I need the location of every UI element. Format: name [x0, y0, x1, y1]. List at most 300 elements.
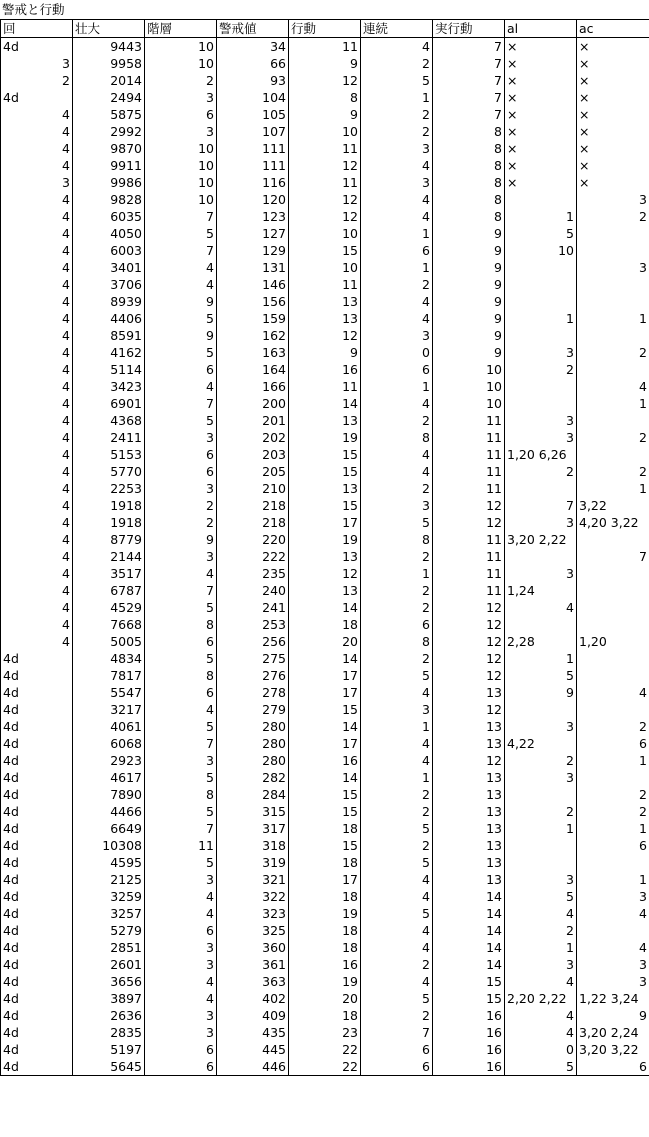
- cell-ac[interactable]: 2: [577, 463, 649, 480]
- cell-al[interactable]: 2: [505, 463, 577, 480]
- cell-kai[interactable]: 4: [1, 191, 73, 208]
- cell-kodo[interactable]: 20: [289, 990, 361, 1007]
- cell-renzoku[interactable]: 8: [361, 531, 433, 548]
- cell-kai[interactable]: 4: [1, 310, 73, 327]
- cell-jikkodo[interactable]: 11: [433, 582, 505, 599]
- cell-kodo[interactable]: 18: [289, 616, 361, 633]
- cell-kaiso[interactable]: 2: [145, 72, 217, 89]
- cell-kodo[interactable]: 12: [289, 72, 361, 89]
- cell-ac[interactable]: 1: [577, 820, 649, 837]
- cell-renzoku[interactable]: 5: [361, 990, 433, 1007]
- cell-renzoku[interactable]: 1: [361, 769, 433, 786]
- cell-keikai[interactable]: 203: [217, 446, 289, 463]
- cell-kai[interactable]: 4: [1, 633, 73, 650]
- cell-jikkodo[interactable]: 9: [433, 293, 505, 310]
- cell-renzoku[interactable]: 1: [361, 378, 433, 395]
- cell-keikai[interactable]: 435: [217, 1024, 289, 1041]
- cell-sodai[interactable]: 3259: [73, 888, 145, 905]
- cell-keikai[interactable]: 317: [217, 820, 289, 837]
- cell-ac[interactable]: ×: [577, 140, 649, 157]
- cell-kaiso[interactable]: 3: [145, 548, 217, 565]
- cell-kai[interactable]: 4d: [1, 888, 73, 905]
- cell-jikkodo[interactable]: 13: [433, 820, 505, 837]
- cell-kodo[interactable]: 14: [289, 599, 361, 616]
- cell-sodai[interactable]: 4162: [73, 344, 145, 361]
- cell-keikai[interactable]: 131: [217, 259, 289, 276]
- cell-kai[interactable]: 4d: [1, 922, 73, 939]
- cell-al[interactable]: 4: [505, 1007, 577, 1024]
- cell-kodo[interactable]: 18: [289, 820, 361, 837]
- cell-renzoku[interactable]: 4: [361, 684, 433, 701]
- cell-keikai[interactable]: 104: [217, 89, 289, 106]
- cell-kodo[interactable]: 11: [289, 174, 361, 191]
- cell-ac[interactable]: 1: [577, 480, 649, 497]
- cell-kaiso[interactable]: 9: [145, 531, 217, 548]
- cell-renzoku[interactable]: 1: [361, 718, 433, 735]
- cell-kaiso[interactable]: 3: [145, 480, 217, 497]
- cell-kai[interactable]: 4: [1, 208, 73, 225]
- cell-kai[interactable]: 4d: [1, 89, 73, 106]
- cell-al[interactable]: [505, 293, 577, 310]
- cell-sodai[interactable]: 2992: [73, 123, 145, 140]
- cell-sodai[interactable]: 4406: [73, 310, 145, 327]
- cell-renzoku[interactable]: 2: [361, 837, 433, 854]
- column-header[interactable]: 行動: [289, 20, 361, 38]
- cell-sodai[interactable]: 5279: [73, 922, 145, 939]
- cell-al[interactable]: 2,28: [505, 633, 577, 650]
- cell-renzoku[interactable]: 5: [361, 820, 433, 837]
- cell-sodai[interactable]: 3217: [73, 701, 145, 718]
- cell-renzoku[interactable]: 2: [361, 55, 433, 72]
- cell-renzoku[interactable]: 2: [361, 803, 433, 820]
- cell-sodai[interactable]: 4529: [73, 599, 145, 616]
- cell-sodai[interactable]: 3423: [73, 378, 145, 395]
- cell-keikai[interactable]: 105: [217, 106, 289, 123]
- cell-renzoku[interactable]: 1: [361, 259, 433, 276]
- cell-jikkodo[interactable]: 12: [433, 497, 505, 514]
- cell-sodai[interactable]: 3257: [73, 905, 145, 922]
- cell-keikai[interactable]: 123: [217, 208, 289, 225]
- cell-kodo[interactable]: 15: [289, 701, 361, 718]
- cell-kodo[interactable]: 10: [289, 123, 361, 140]
- cell-ac[interactable]: ×: [577, 174, 649, 191]
- cell-sodai[interactable]: 2411: [73, 429, 145, 446]
- cell-al[interactable]: ×: [505, 89, 577, 106]
- cell-al[interactable]: [505, 786, 577, 803]
- cell-sodai[interactable]: 2144: [73, 548, 145, 565]
- cell-sodai[interactable]: 2253: [73, 480, 145, 497]
- cell-sodai[interactable]: 4617: [73, 769, 145, 786]
- cell-renzoku[interactable]: 4: [361, 463, 433, 480]
- cell-kodo[interactable]: 15: [289, 497, 361, 514]
- cell-keikai[interactable]: 116: [217, 174, 289, 191]
- cell-al[interactable]: 2: [505, 361, 577, 378]
- cell-kaiso[interactable]: 10: [145, 157, 217, 174]
- cell-kodo[interactable]: 22: [289, 1041, 361, 1058]
- cell-al[interactable]: [505, 191, 577, 208]
- cell-jikkodo[interactable]: 15: [433, 990, 505, 1007]
- cell-jikkodo[interactable]: 13: [433, 837, 505, 854]
- cell-renzoku[interactable]: 4: [361, 157, 433, 174]
- cell-renzoku[interactable]: 2: [361, 599, 433, 616]
- cell-ac[interactable]: 4: [577, 378, 649, 395]
- cell-sodai[interactable]: 2636: [73, 1007, 145, 1024]
- cell-jikkodo[interactable]: 15: [433, 973, 505, 990]
- cell-kai[interactable]: 4d: [1, 939, 73, 956]
- cell-sodai[interactable]: 4834: [73, 650, 145, 667]
- cell-ac[interactable]: 1,22 3,24: [577, 990, 649, 1007]
- cell-renzoku[interactable]: 5: [361, 854, 433, 871]
- cell-al[interactable]: 3: [505, 769, 577, 786]
- cell-kaiso[interactable]: 2: [145, 497, 217, 514]
- cell-sodai[interactable]: 8591: [73, 327, 145, 344]
- cell-kai[interactable]: 4: [1, 140, 73, 157]
- cell-keikai[interactable]: 210: [217, 480, 289, 497]
- cell-kaiso[interactable]: 3: [145, 123, 217, 140]
- cell-jikkodo[interactable]: 13: [433, 735, 505, 752]
- cell-jikkodo[interactable]: 11: [433, 463, 505, 480]
- cell-keikai[interactable]: 156: [217, 293, 289, 310]
- cell-renzoku[interactable]: 2: [361, 786, 433, 803]
- cell-al[interactable]: [505, 548, 577, 565]
- cell-kaiso[interactable]: 4: [145, 565, 217, 582]
- cell-kaiso[interactable]: 4: [145, 378, 217, 395]
- cell-kaiso[interactable]: 9: [145, 327, 217, 344]
- cell-ac[interactable]: [577, 599, 649, 616]
- cell-kodo[interactable]: 8: [289, 89, 361, 106]
- cell-ac[interactable]: [577, 242, 649, 259]
- cell-kodo[interactable]: 19: [289, 905, 361, 922]
- cell-al[interactable]: 4: [505, 1024, 577, 1041]
- cell-al[interactable]: ×: [505, 157, 577, 174]
- cell-ac[interactable]: ×: [577, 38, 649, 56]
- cell-ac[interactable]: 3,20 2,24: [577, 1024, 649, 1041]
- cell-ac[interactable]: ×: [577, 123, 649, 140]
- cell-kodo[interactable]: 16: [289, 361, 361, 378]
- cell-kai[interactable]: 4: [1, 497, 73, 514]
- cell-sodai[interactable]: 9870: [73, 140, 145, 157]
- cell-ac[interactable]: [577, 769, 649, 786]
- cell-ac[interactable]: 2: [577, 803, 649, 820]
- cell-renzoku[interactable]: 6: [361, 242, 433, 259]
- cell-renzoku[interactable]: 5: [361, 72, 433, 89]
- cell-renzoku[interactable]: 4: [361, 888, 433, 905]
- cell-keikai[interactable]: 315: [217, 803, 289, 820]
- cell-sodai[interactable]: 5153: [73, 446, 145, 463]
- cell-renzoku[interactable]: 6: [361, 1041, 433, 1058]
- cell-al[interactable]: 4: [505, 599, 577, 616]
- cell-al[interactable]: [505, 395, 577, 412]
- cell-renzoku[interactable]: 4: [361, 446, 433, 463]
- cell-renzoku[interactable]: 4: [361, 752, 433, 769]
- cell-kai[interactable]: 4d: [1, 718, 73, 735]
- cell-kodo[interactable]: 19: [289, 429, 361, 446]
- cell-jikkodo[interactable]: 14: [433, 888, 505, 905]
- cell-jikkodo[interactable]: 12: [433, 514, 505, 531]
- cell-al[interactable]: 3: [505, 718, 577, 735]
- cell-al[interactable]: 0: [505, 1041, 577, 1058]
- cell-kodo[interactable]: 13: [289, 293, 361, 310]
- cell-kai[interactable]: 4: [1, 582, 73, 599]
- cell-kodo[interactable]: 15: [289, 803, 361, 820]
- cell-keikai[interactable]: 253: [217, 616, 289, 633]
- cell-al[interactable]: 2: [505, 803, 577, 820]
- cell-keikai[interactable]: 360: [217, 939, 289, 956]
- cell-sodai[interactable]: 3401: [73, 259, 145, 276]
- cell-renzoku[interactable]: 2: [361, 276, 433, 293]
- cell-kai[interactable]: 4d: [1, 667, 73, 684]
- cell-keikai[interactable]: 146: [217, 276, 289, 293]
- cell-jikkodo[interactable]: 8: [433, 191, 505, 208]
- cell-sodai[interactable]: 7668: [73, 616, 145, 633]
- cell-sodai[interactable]: 4368: [73, 412, 145, 429]
- cell-kaiso[interactable]: 3: [145, 871, 217, 888]
- cell-al[interactable]: 1: [505, 310, 577, 327]
- cell-kaiso[interactable]: 5: [145, 803, 217, 820]
- column-header[interactable]: 警戒値: [217, 20, 289, 38]
- cell-ac[interactable]: 7: [577, 548, 649, 565]
- cell-sodai[interactable]: 5197: [73, 1041, 145, 1058]
- cell-renzoku[interactable]: 4: [361, 38, 433, 56]
- cell-renzoku[interactable]: 4: [361, 395, 433, 412]
- cell-ac[interactable]: [577, 565, 649, 582]
- cell-renzoku[interactable]: 8: [361, 429, 433, 446]
- cell-ac[interactable]: 2: [577, 786, 649, 803]
- cell-ac[interactable]: [577, 667, 649, 684]
- cell-al[interactable]: 3: [505, 344, 577, 361]
- cell-kodo[interactable]: 18: [289, 1007, 361, 1024]
- cell-renzoku[interactable]: 2: [361, 548, 433, 565]
- cell-renzoku[interactable]: 5: [361, 514, 433, 531]
- cell-kodo[interactable]: 20: [289, 633, 361, 650]
- cell-keikai[interactable]: 319: [217, 854, 289, 871]
- cell-renzoku[interactable]: 3: [361, 174, 433, 191]
- cell-ac[interactable]: 2: [577, 208, 649, 225]
- cell-al[interactable]: 5: [505, 667, 577, 684]
- cell-ac[interactable]: 3: [577, 191, 649, 208]
- cell-kodo[interactable]: 9: [289, 106, 361, 123]
- cell-ac[interactable]: 9: [577, 1007, 649, 1024]
- cell-kodo[interactable]: 9: [289, 55, 361, 72]
- cell-kaiso[interactable]: 10: [145, 38, 217, 56]
- cell-ac[interactable]: [577, 293, 649, 310]
- cell-al[interactable]: 3: [505, 871, 577, 888]
- cell-kodo[interactable]: 10: [289, 225, 361, 242]
- cell-kodo[interactable]: 17: [289, 735, 361, 752]
- cell-jikkodo[interactable]: 9: [433, 242, 505, 259]
- cell-keikai[interactable]: 120: [217, 191, 289, 208]
- cell-kaiso[interactable]: 5: [145, 412, 217, 429]
- cell-kaiso[interactable]: 6: [145, 106, 217, 123]
- cell-kodo[interactable]: 13: [289, 412, 361, 429]
- cell-jikkodo[interactable]: 7: [433, 55, 505, 72]
- cell-kai[interactable]: 4: [1, 344, 73, 361]
- cell-kodo[interactable]: 17: [289, 684, 361, 701]
- cell-kodo[interactable]: 13: [289, 548, 361, 565]
- cell-kai[interactable]: 4d: [1, 38, 73, 56]
- cell-kai[interactable]: 4: [1, 293, 73, 310]
- cell-kaiso[interactable]: 4: [145, 888, 217, 905]
- cell-kodo[interactable]: 11: [289, 140, 361, 157]
- cell-sodai[interactable]: 5770: [73, 463, 145, 480]
- cell-kaiso[interactable]: 7: [145, 582, 217, 599]
- cell-kai[interactable]: 4d: [1, 803, 73, 820]
- cell-jikkodo[interactable]: 14: [433, 939, 505, 956]
- cell-renzoku[interactable]: 2: [361, 956, 433, 973]
- cell-kai[interactable]: 4: [1, 123, 73, 140]
- cell-renzoku[interactable]: 1: [361, 225, 433, 242]
- cell-al[interactable]: 3: [505, 565, 577, 582]
- cell-sodai[interactable]: 9958: [73, 55, 145, 72]
- cell-al[interactable]: 1,24: [505, 582, 577, 599]
- cell-sodai[interactable]: 9986: [73, 174, 145, 191]
- cell-keikai[interactable]: 278: [217, 684, 289, 701]
- cell-renzoku[interactable]: 2: [361, 1007, 433, 1024]
- cell-keikai[interactable]: 363: [217, 973, 289, 990]
- cell-kai[interactable]: 4: [1, 395, 73, 412]
- cell-jikkodo[interactable]: 10: [433, 378, 505, 395]
- cell-keikai[interactable]: 446: [217, 1058, 289, 1076]
- cell-al[interactable]: [505, 837, 577, 854]
- cell-sodai[interactable]: 6787: [73, 582, 145, 599]
- cell-kaiso[interactable]: 3: [145, 939, 217, 956]
- cell-al[interactable]: 1: [505, 820, 577, 837]
- cell-ac[interactable]: 2: [577, 718, 649, 735]
- cell-kai[interactable]: 4d: [1, 837, 73, 854]
- cell-al[interactable]: ×: [505, 140, 577, 157]
- cell-al[interactable]: [505, 327, 577, 344]
- cell-kodo[interactable]: 13: [289, 582, 361, 599]
- cell-sodai[interactable]: 5645: [73, 1058, 145, 1076]
- cell-jikkodo[interactable]: 8: [433, 208, 505, 225]
- cell-kaiso[interactable]: 5: [145, 718, 217, 735]
- cell-jikkodo[interactable]: 8: [433, 140, 505, 157]
- cell-ac[interactable]: ×: [577, 55, 649, 72]
- cell-jikkodo[interactable]: 16: [433, 1041, 505, 1058]
- cell-jikkodo[interactable]: 13: [433, 769, 505, 786]
- cell-al[interactable]: 3: [505, 429, 577, 446]
- cell-kai[interactable]: 4d: [1, 1041, 73, 1058]
- cell-kaiso[interactable]: 8: [145, 667, 217, 684]
- cell-kaiso[interactable]: 6: [145, 446, 217, 463]
- cell-ac[interactable]: ×: [577, 72, 649, 89]
- cell-keikai[interactable]: 202: [217, 429, 289, 446]
- cell-ac[interactable]: ×: [577, 89, 649, 106]
- column-header[interactable]: 回: [1, 20, 73, 38]
- cell-kaiso[interactable]: 6: [145, 463, 217, 480]
- cell-sodai[interactable]: 4595: [73, 854, 145, 871]
- cell-al[interactable]: ×: [505, 55, 577, 72]
- cell-jikkodo[interactable]: 12: [433, 616, 505, 633]
- cell-keikai[interactable]: 34: [217, 38, 289, 56]
- cell-sodai[interactable]: 4466: [73, 803, 145, 820]
- cell-kai[interactable]: 4: [1, 548, 73, 565]
- cell-kai[interactable]: 4d: [1, 871, 73, 888]
- cell-kaiso[interactable]: 6: [145, 922, 217, 939]
- cell-sodai[interactable]: 4061: [73, 718, 145, 735]
- cell-kodo[interactable]: 18: [289, 922, 361, 939]
- cell-renzoku[interactable]: 4: [361, 922, 433, 939]
- cell-kaiso[interactable]: 3: [145, 1024, 217, 1041]
- cell-keikai[interactable]: 218: [217, 514, 289, 531]
- cell-kaiso[interactable]: 10: [145, 174, 217, 191]
- cell-kaiso[interactable]: 7: [145, 208, 217, 225]
- cell-renzoku[interactable]: 1: [361, 565, 433, 582]
- cell-al[interactable]: 3: [505, 514, 577, 531]
- column-header[interactable]: 実行動: [433, 20, 505, 38]
- cell-sodai[interactable]: 5547: [73, 684, 145, 701]
- cell-kai[interactable]: 4: [1, 565, 73, 582]
- cell-kaiso[interactable]: 5: [145, 650, 217, 667]
- cell-jikkodo[interactable]: 9: [433, 327, 505, 344]
- cell-ac[interactable]: 4: [577, 939, 649, 956]
- cell-ac[interactable]: [577, 922, 649, 939]
- cell-kaiso[interactable]: 10: [145, 140, 217, 157]
- cell-al[interactable]: 5: [505, 225, 577, 242]
- cell-kaiso[interactable]: 10: [145, 55, 217, 72]
- cell-al[interactable]: 4: [505, 973, 577, 990]
- cell-kaiso[interactable]: 5: [145, 769, 217, 786]
- cell-jikkodo[interactable]: 11: [433, 565, 505, 582]
- cell-sodai[interactable]: 9911: [73, 157, 145, 174]
- cell-kai[interactable]: 4: [1, 157, 73, 174]
- cell-ac[interactable]: 6: [577, 735, 649, 752]
- cell-jikkodo[interactable]: 11: [433, 480, 505, 497]
- cell-kodo[interactable]: 16: [289, 956, 361, 973]
- cell-jikkodo[interactable]: 12: [433, 701, 505, 718]
- cell-ac[interactable]: 3: [577, 888, 649, 905]
- cell-kodo[interactable]: 13: [289, 480, 361, 497]
- cell-al[interactable]: ×: [505, 106, 577, 123]
- cell-kai[interactable]: 4d: [1, 1058, 73, 1076]
- cell-kaiso[interactable]: 5: [145, 310, 217, 327]
- cell-kai[interactable]: 4: [1, 259, 73, 276]
- cell-keikai[interactable]: 445: [217, 1041, 289, 1058]
- cell-kai[interactable]: 4: [1, 225, 73, 242]
- cell-kai[interactable]: 4: [1, 276, 73, 293]
- cell-jikkodo[interactable]: 9: [433, 310, 505, 327]
- cell-renzoku[interactable]: 7: [361, 1024, 433, 1041]
- cell-sodai[interactable]: 6068: [73, 735, 145, 752]
- cell-al[interactable]: 3: [505, 412, 577, 429]
- cell-renzoku[interactable]: 2: [361, 123, 433, 140]
- cell-sodai[interactable]: 3656: [73, 973, 145, 990]
- cell-jikkodo[interactable]: 8: [433, 123, 505, 140]
- cell-kaiso[interactable]: 8: [145, 616, 217, 633]
- cell-jikkodo[interactable]: 12: [433, 599, 505, 616]
- cell-keikai[interactable]: 200: [217, 395, 289, 412]
- cell-sodai[interactable]: 4050: [73, 225, 145, 242]
- cell-jikkodo[interactable]: 9: [433, 276, 505, 293]
- cell-sodai[interactable]: 2601: [73, 956, 145, 973]
- cell-keikai[interactable]: 280: [217, 718, 289, 735]
- cell-keikai[interactable]: 325: [217, 922, 289, 939]
- cell-keikai[interactable]: 256: [217, 633, 289, 650]
- cell-keikai[interactable]: 361: [217, 956, 289, 973]
- cell-ac[interactable]: 3: [577, 973, 649, 990]
- cell-kodo[interactable]: 12: [289, 565, 361, 582]
- cell-jikkodo[interactable]: 14: [433, 922, 505, 939]
- cell-keikai[interactable]: 323: [217, 905, 289, 922]
- cell-kaiso[interactable]: 4: [145, 990, 217, 1007]
- cell-kai[interactable]: 4: [1, 599, 73, 616]
- cell-kaiso[interactable]: 4: [145, 905, 217, 922]
- cell-kaiso[interactable]: 7: [145, 735, 217, 752]
- cell-ac[interactable]: [577, 650, 649, 667]
- cell-kai[interactable]: 4d: [1, 956, 73, 973]
- cell-al[interactable]: 3: [505, 956, 577, 973]
- cell-kai[interactable]: 4d: [1, 1024, 73, 1041]
